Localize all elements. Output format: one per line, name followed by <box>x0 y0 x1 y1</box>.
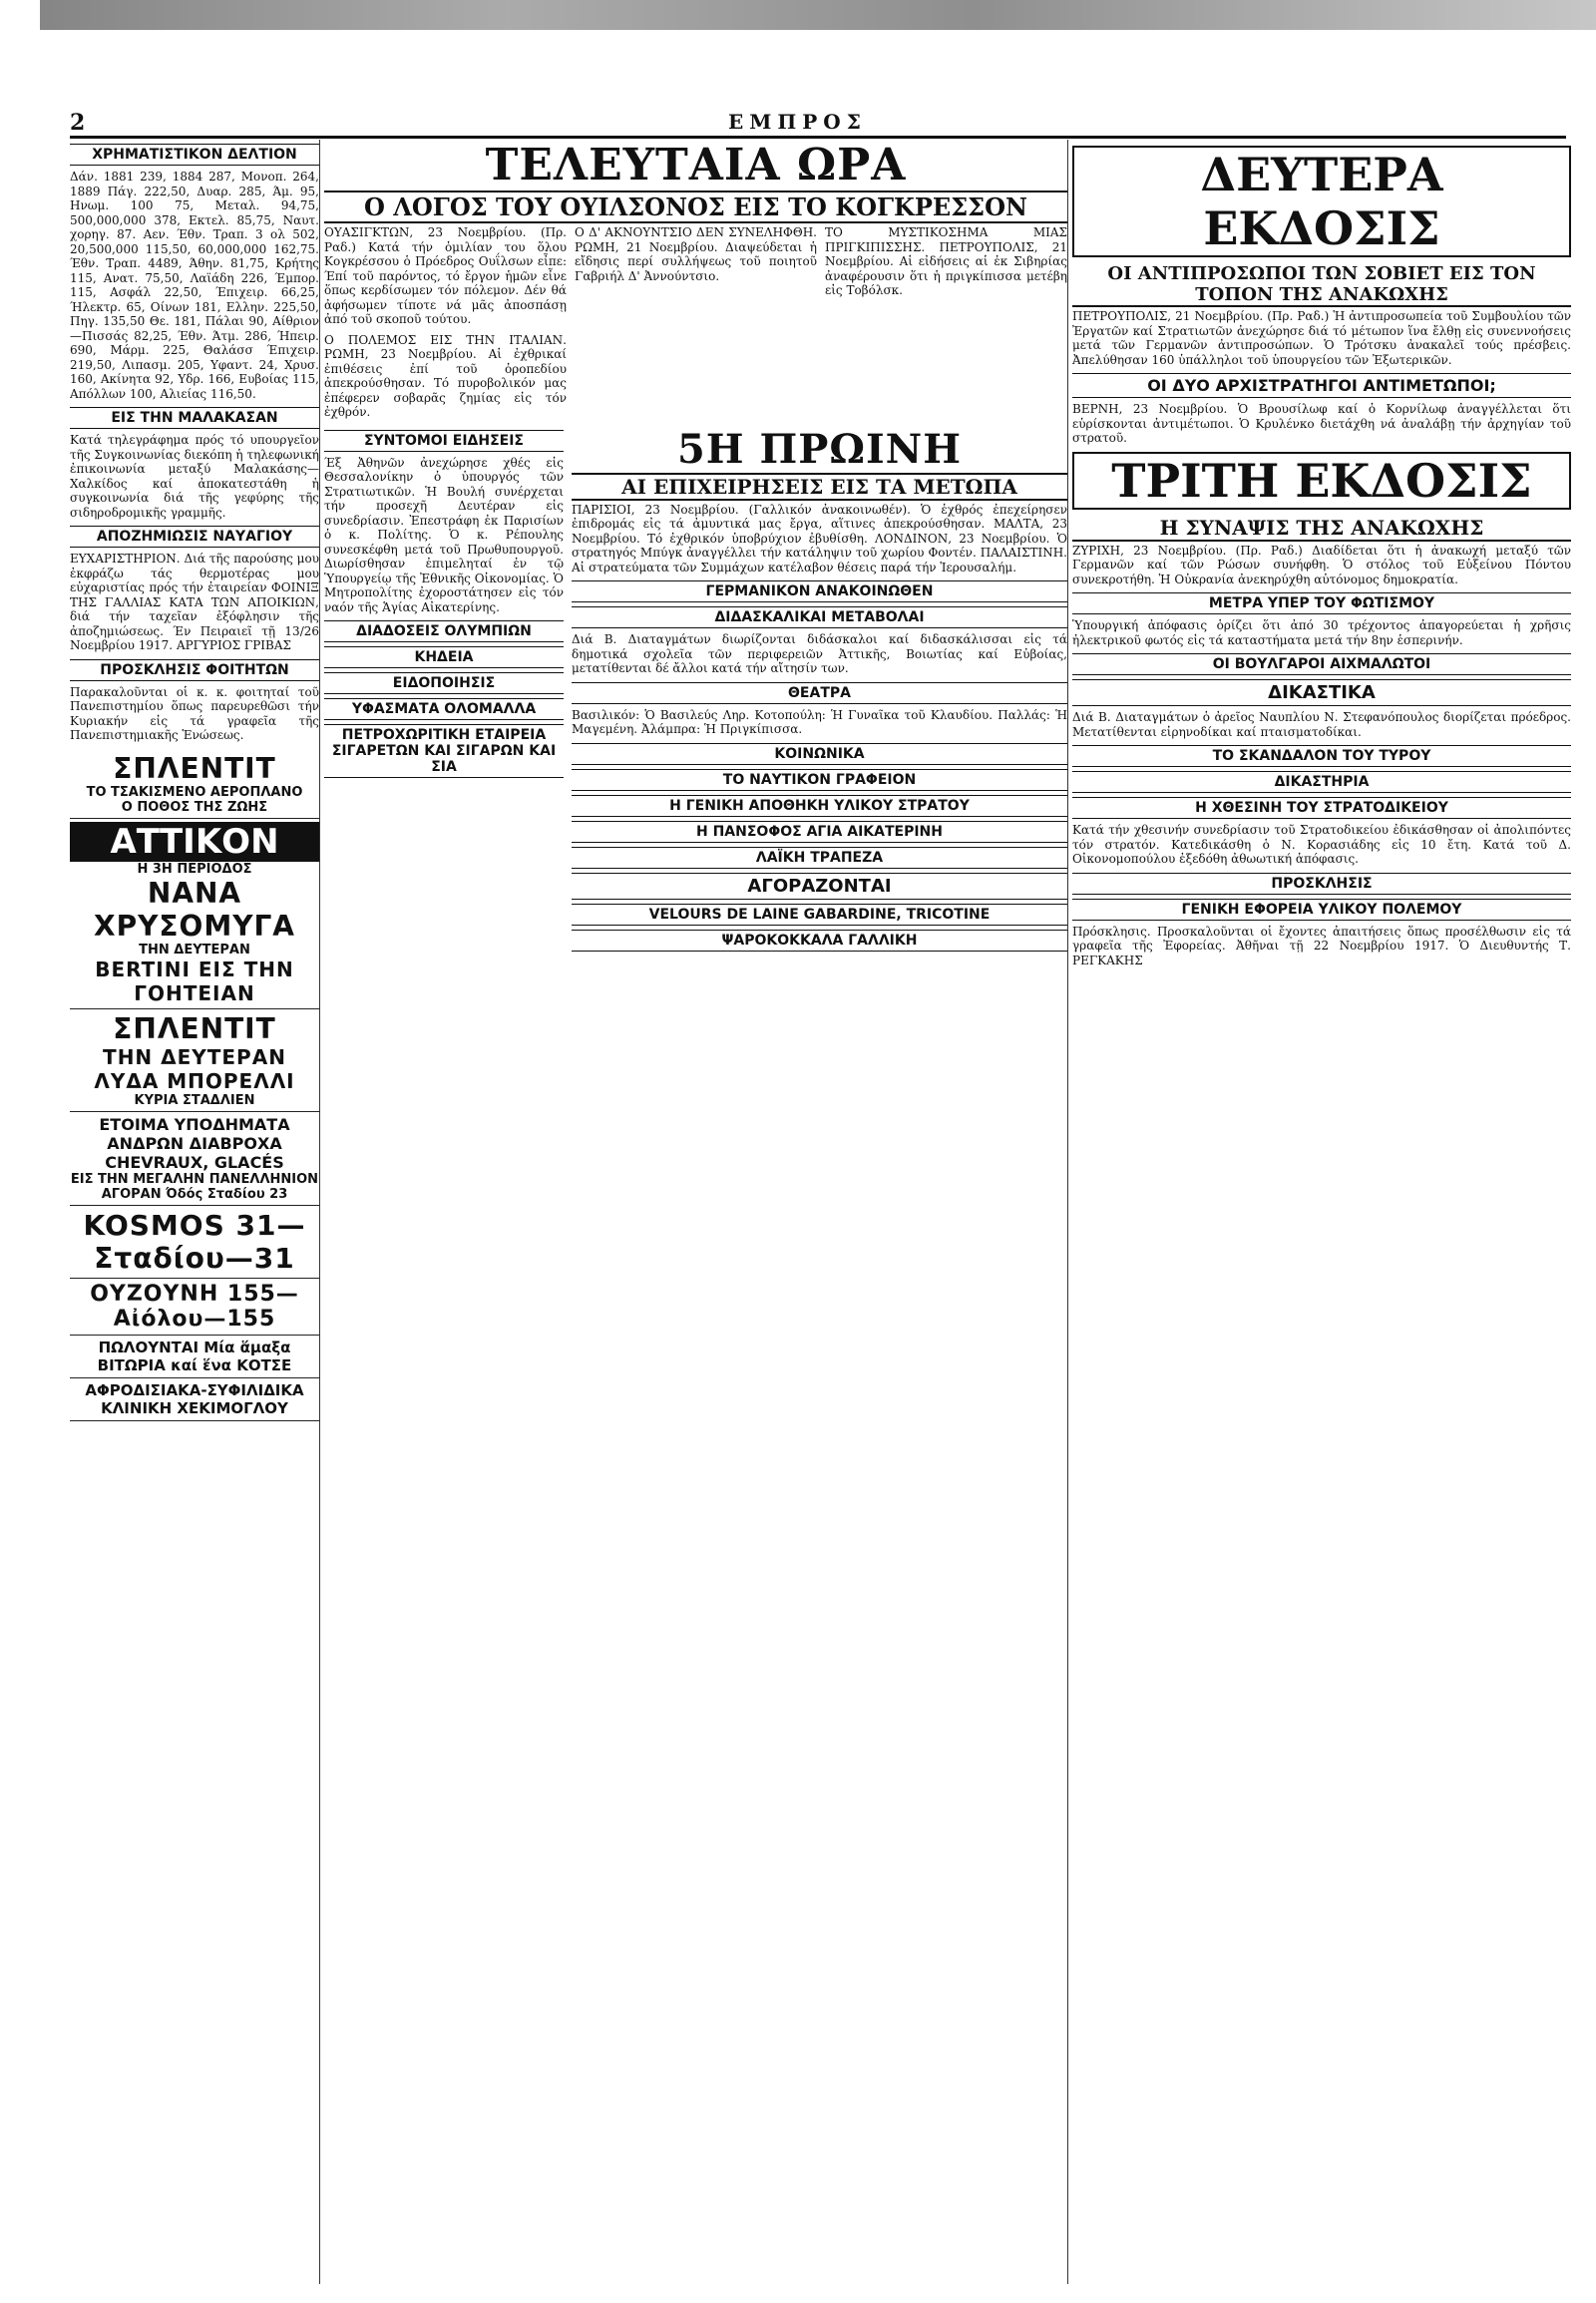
ad-line: BERTINI ΕΙΣ ΤΗΝ ΓΟΗΤΕΙΑΝ <box>95 957 294 1005</box>
section-heading: ΕΙΣ ΤΗΝ ΜΑΛΑΚΑΣΑΝ <box>70 407 319 429</box>
ad-line: ΤΗΝ ΔΕΥΤΕΡΑΝ <box>139 942 250 958</box>
lower-columns <box>324 426 1067 956</box>
clinic-ad <box>70 1378 319 1421</box>
left-column <box>70 140 320 2284</box>
ad-line: ΑΦΡΟΔΙΣΙΑΚΑ-ΣΥΦΙΛΙΔΙΚΑ ΚΛΙΝΙΚΗ ΧΕΚΙΜΟΓΛΟΥ <box>85 1380 304 1417</box>
section-text: Δάν. 1881 239, 1884 287, Μονοπ. 264, 1889 Πάγ. 222,50, Δυαρ. 285, Άμ. 95, Ηνωμ. 100 75, Μεταλ. 94,75, 500,000,000 378, Εκτελ. 85,75, Ναυτ. χορηγ. 87. Αεν. Έθν. Τραπ. 3 ολ 502, 20,500,000 115,50, 60,000,000 162,75. Έθν. Τραπ. 4489, Άθην. 81,75, Κρήτης 115, Ανατ. 75,50, Λαϊάδη 226, Έμπορ. 115, Ασφάλ 22,50, Έπιχειρ. 66,25, Ήλεκτρ. 65, Οίνων 181, Ελλην. 225,50, Πηγ. 135,50 Θε. 181, Πάλαι 90, Αίθριον—Πισσάς 82,25, Έθν. Άτμ. 286, Ήπειρ. 690, Μάρμ. 225, Θαλάσσ Έπιχειρ. 219,50, Λιπασμ. 205, Υφαντ. 24, Χρυσ. 160, Ακίνητα 92, Υδρ. 166, Ευβοίας 115, Απόλλων 100, Αλιείας 116,50. <box>70 170 319 401</box>
ad-title: ΑΤΤΙΚΟΝ <box>70 822 319 862</box>
ad-line: ΠΩΛΟΥΝΤΑΙ Μία ἅμαξα ΒΙΤΩΡΙΑ καί ἕνα ΚΟΤΣΕ <box>97 1338 292 1374</box>
subheadline: Ο ΛΟΓΟΣ ΤΟΥ ΟΥΙΛΣΟΝΟΣ ΕΙΣ ΤΟ ΚΟΓΚΡΕΣΣΟΝ <box>324 192 1067 223</box>
section-text: Πρόσκλησις. Προσκαλοῦνται οἱ ἔχοντες ἀπαιτήσεις ὅπως προσέλθωσιν εἰς τά γραφεῖα τῆς Ἐφορείας. Ἀθῆναι τῇ 22 Νοεμβρίου 1917. Ὁ Διευθυντής Τ. ΡΕΓΚΑΚΗΣ <box>1072 924 1571 967</box>
section-heading: ΚΗΔΕΙΑ <box>324 646 564 668</box>
ad-line: ΕΙΣ ΤΗΝ ΜΕΓΑΛΗΝ ΠΑΝΕΛΛΗΝΙΟΝ ΑΓΟΡΑΝ Όδός Σταδίου 23 <box>70 1171 319 1202</box>
section-heading: ΔΙΔΑΣΚΑΛΙΚΑΙ ΜΕΤΑΒΟΛΑΙ <box>572 606 1067 628</box>
section-heading: ΠΕΤΡΟΧΩΡΙΤΙΚΗ ΕΤΑΙΡΕΙΑ ΣΙΓΑΡΕΤΩΝ ΚΑΙ ΣΙΓΑΡΩΝ ΚΑΙ ΣΙΑ <box>324 724 564 778</box>
article-text: ΠΕΤΡΟΥΠΟΛΙΣ, 21 Νοεμβρίου. (Πρ. Ραδ.) Ἡ ἀντιπροσωπεία τοῦ Συμβουλίου τῶν Ἐργατῶν καί Στρατιωτῶν ἀνεχώρησε διά τό μέτωπον ἵνα ἔλθῃ εἰς συνεννοήσεις μετά τῶν Γερμανῶν ἀντιπροσώπων. Ὁ Τρότσκυ ἀνακαλεῖ τούς πρέσβεις. Ἀπελύθησαν 160 ὑπάλληλοι τοῦ ὑπουργείου τῶν Ἐξωτερικῶν. <box>1072 309 1571 367</box>
article-text: ΠΑΡΙΣΙΟΙ, 23 Νοεμβρίου. (Γαλλικόν ἀνακοινωθέν). Ὁ ἐχθρός ἐπεχείρησεν ἐπιδρομάς εἰς τά ἀμυντικά μας ἔργα, αἵτινες ἀπεκρούσθησαν. ΜΑΛΤΑ, 23 Νοεμβρίου. Τό ἐχθρικόν ὑποβρύχιον ἐβυθίσθη. ΛΟΝΔΙΝΟΝ, 23 Νοεμβρίου. Ὁ στρατηγός Μπύγκ ἀναγγέλλει τήν κατάληψιν τοῦ χωρίου Φοντέν. ΠΑΛΑΙΣΤΙΝΗ. Αἱ στρατεύματα τῶν Συμμάχων κατέλαβον θέσεις παρά τήν Ἱερουσαλήμ. <box>572 502 1067 575</box>
ad-line: ΕΤΟΙΜΑ ΥΠΟΔΗΜΑΤΑ ΑΝΔΡΩΝ ΔΙΑΒΡΟΧΑ CHEVRAUX, GLACÉS <box>99 1114 290 1172</box>
shop-ad <box>70 1206 319 1279</box>
section-heading: ΘΕΑΤΡΑ <box>572 682 1067 704</box>
article-text: Ο Δ' ΑΚΝΟΥΝΤΣΙΟ ΔΕΝ ΣΥΝΕΛΗΦΘΗ. ΡΩΜΗ, 21 Νοεμβρίου. Διαψεύδεται ἡ εἴδησις περί συλλήψεως τοῦ ποιητοῦ Γαβριήλ Δ' Ἀννούντσιο. <box>575 225 817 283</box>
section-heading: Η ΓΕΝΙΚΗ ΑΠΟΘΗΚΗ ΥΛΙΚΟΥ ΣΤΡΑΤΟΥ <box>572 795 1067 817</box>
section-heading: ΕΙΔΟΠΟΙΗΣΙΣ <box>324 672 564 694</box>
shop-ad <box>70 1279 319 1336</box>
shop-ad <box>70 1112 319 1206</box>
section-heading: ΚΟΙΝΩΝΙΚΑ <box>572 743 1067 765</box>
page-number: 2 <box>70 110 86 136</box>
subheadline: Η ΣΥΝΑΨΙΣ ΤΗΣ ΑΝΑΚΩΧΗΣ <box>1072 516 1571 542</box>
section-text: ΕΥΧΑΡΙΣΤΗΡΙΟΝ. Διά τῆς παρούσης μου ἐκφράζω τάς θερμοτέρας μου εὐχαριστίας πρός τήν ἐταιρείαν ΦΟΙΝΙΞ ΤΗΣ ΓΑΛΛΙΑΣ ΚΑΤΑ ΤΩΝ ΑΠΟΙΚΙΩΝ, διά τήν ταχεῖαν ἐξόφλησιν τῆς ἀποζημιώσεως. Έν Πειραιεῖ τῇ 13/26 Νοεμβρίου 1917. ΑΡΓΥΡΙΟΣ ΓΡΙΒΑΣ <box>70 552 319 652</box>
section-heading: VELOURS DE LAINE GABARDINE, TRICOTINE <box>572 904 1067 926</box>
classified-ad <box>70 1336 319 1378</box>
ad-line: Ο ΠΟΘΟΣ ΤΗΣ ΖΩΗΣ <box>121 799 268 815</box>
newspaper-name: ΕΜΠΡΟΣ <box>728 110 867 134</box>
section-heading: ΑΠΟΖΗΜΙΩΣΙΣ ΝΑΥΑΓΙΟΥ <box>70 526 319 548</box>
section-heading: ΟΙ ΔΥΟ ΑΡΧΙΣΤΡΑΤΗΓΟΙ ΑΝΤΙΜΕΤΩΠΟΙ; <box>1072 373 1571 398</box>
subheadline: ΟΙ ΑΝΤΙΠΡΟΣΩΠΟΙ ΤΩΝ ΣΟΒΙΕΤ ΕΙΣ ΤΟΝ ΤΟΠΟΝ ΤΗΣ ΑΝΑΚΩΧΗΣ <box>1072 263 1571 307</box>
section-heading: ΛΑΪΚΗ ΤΡΑΠΕΖΑ <box>572 847 1067 869</box>
scan-edge <box>40 0 1596 30</box>
subheadline: ΑΙ ΕΠΙΧΕΙΡΗΣΕΙΣ ΕΙΣ ΤΑ ΜΕΤΩΠΑ <box>572 475 1067 501</box>
section-heading: ΔΙΑΔΟΣΕΙΣ ΟΛΥΜΠΙΩΝ <box>324 620 564 642</box>
section-heading: ΥΦΑΣΜΑΤΑ ΟΛΟΜΑΛΛΑ <box>324 698 564 720</box>
section-heading: Η ΠΑΝΣΟΦΟΣ ΑΓΙΑ ΑΙΚΑΤΕΡΙΝΗ <box>572 821 1067 843</box>
section-text: Διά Β. Διαταγμάτων διωρίζονται διδάσκαλοι καί διδασκάλισσαι εἰς τά δημοτικά σχολεῖα τῶν περιφερειῶν Ἀττικῆς, Βοιωτίας καί Εὐβοίας, μετατίθενται δέ ἄλλοι κατά τήν αἴτησίν των. <box>572 632 1067 675</box>
section-text: Κατά τηλεγράφημα πρός τό υπουργεῖον τῆς Συγκοινωνίας διεκόπη ἡ τηλεφωνική ἐπικοινωνία μεταξύ Μαλακάσης—Χαλκίδος καί ἀποκατεστάθη ἡ συγκοινωνία διά τῆς γεφύρης τῆς σιδηροδρομικῆς γραμμῆς. <box>70 433 319 520</box>
section-heading: ΨΑΡΟΚΟΚΚΑΛΑ ΓΑΛΛΙΚΗ <box>572 930 1067 952</box>
center-column <box>324 140 1068 2284</box>
section-heading: ΤΟ ΝΑΥΤΙΚΟΝ ΓΡΑΦΕΙΟΝ <box>572 769 1067 791</box>
section-heading: ΠΡΟΣΚΛΗΣΙΣ ΦΟΙΤΗΤΩΝ <box>70 659 319 681</box>
section-heading: ΤΟ ΣΚΑΝΔΑΛΟΝ ΤΟΥ ΤΥΡΟΥ <box>1072 745 1571 767</box>
edition-banner: ΤΡΙΤΗ ΕΚΔΟΣΙΣ <box>1072 452 1571 510</box>
section-heading: ΜΕΤΡΑ ΥΠΕΡ ΤΟΥ ΦΩΤΙΣΜΟΥ <box>1072 592 1571 614</box>
section-text: Βασιλικόν: Ὁ Βασιλεύς Ληρ. Κοτοπούλη: Ἡ Γυναῖκα τοῦ Κλαυδίου. Παλλάς: Ἡ Μαγεμένη. Ἀλάμπρα: Ἡ Πριγκίπισσα. <box>572 707 1067 736</box>
cinema-ad <box>70 749 319 819</box>
right-column <box>1072 140 1571 2284</box>
article-text: ΒΕΡΝΗ, 23 Νοεμβρίου. Ὁ Βρουσίλωφ καί ὁ Κορνίλωφ ἀναγγέλλεται ὅτι εὑρίσκονται ἀντιμέτωποι. Ὁ Κρυλένκο διετάχθη νά ἀναλάβῃ τήν ἀρχηγίαν τοῦ στρατοῦ. <box>1072 402 1571 445</box>
article-columns <box>324 223 1067 426</box>
section-heading: ΑΓΟΡΑΖΟΝΤΑΙ <box>572 873 1067 900</box>
ad-line: Η 3Η ΠΕΡΙΟΔΟΣ <box>137 861 252 877</box>
section-heading: ΓΕΝΙΚΗ ΕΦΟΡΕΙΑ ΥΛΙΚΟΥ ΠΟΛΕΜΟΥ <box>1072 899 1571 921</box>
section-heading: ΧΡΗΜΑΤΙΣΤΙΚΟΝ ΔΕΛΤΙΟΝ <box>70 144 319 166</box>
ad-line: ΟΥΖΟΥΝΗ 155—Αἰόλου—155 <box>90 1281 299 1332</box>
ad-title: ΣΠΛΕΝΤΙΤ <box>113 1011 276 1045</box>
ad-line: ΤΗΝ ΔΕΥΤΕΡΑΝ ΛΥΔΑ ΜΠΟΡΕΛΛΙ <box>94 1044 295 1093</box>
section-text: Έξ Ἀθηνῶν ἀνεχώρησε χθές εἰς Θεσσαλονίκην ὁ ὑπουργός τῶν Στρατιωτικῶν. Ἡ Βουλή συνέρχεται τήν προσεχῆ Δευτέραν εἰς συνεδρίασιν. Ἐπεστράφη ἐκ Παρισίων ὁ κ. Πολίτης. Ὁ κ. Ρέπουλης συνεσκέφθη μετά τοῦ Πρωθυπουργοῦ. Διωρίσθησαν ἐπιμεληταί ἐν τῷ Ὑπουργείῳ τῆς Ἐθνικῆς Οἰκονομίας. Ὁ Μητροπολίτης ἐχοροστάτησεν εἰς τόν ναόν τῆς Ἁγίας Αἰκατερίνης. <box>324 455 564 614</box>
cinema-ad <box>70 1009 319 1112</box>
article-text: Ο ΠΟΛΕΜΟΣ ΕΙΣ ΤΗΝ ΙΤΑΛΙΑΝ. ΡΩΜΗ, 23 Νοεμβρίου. Αἱ ἐχθρικαί ἐπιθέσεις ἐπί τοῦ ὀροπεδίου ἀπεκρούσθησαν. Τό πυροβολικόν μας ἐπέφερεν σοβαρᾶς ζημίας εἰς τόν ἐχθρόν. <box>324 332 567 419</box>
ad-line: KOSMOS 31—Σταδίου—31 <box>83 1208 306 1275</box>
ad-line: ΝΑΝΑ ΧΡΥΣΟΜΥΓΑ <box>94 876 295 943</box>
ad-line: ΤΟ ΤΣΑΚΙΣΜΕΝΟ ΑΕΡΟΠΛΑΝΟ <box>86 784 303 800</box>
edition-banner: ΔΕΥΤΕΡΑ ΕΚΔΟΣΙΣ <box>1072 146 1571 257</box>
section-text: Ὑπουργική ἀπόφασις ὁρίζει ὅτι ἀπό 30 τρέχοντος ἀπαγορεύεται ἡ χρῆσις ἠλεκτρικοῦ φωτός εἰς τά καταστήματα μετά τήν 8ην ἑσπερινήν. <box>1072 618 1571 647</box>
ad-line: ΚΥΡΙΑ ΣΤΑΔΛΙΕΝ <box>134 1092 255 1108</box>
section-text: Κατά τήν χθεσινήν συνεδρίασιν τοῦ Στρατοδικείου ἐδικάσθησαν οἱ ἀπολιπόντες τόν στρατόν. Κατεδικάσθη ὁ Ν. Κορασιάδης εἰς 10 ἔτη. Κατά τοῦ Δ. Οἰκονομοπούλου ἐξεδόθη ἀθωωτική ἀπόφασις. <box>1072 823 1571 866</box>
section-text: Παρακαλοῦνται οἱ κ. κ. φοιτηταί τοῦ Πανεπιστημίου ὅπως παρευρεθῶσι τήν Κυριακήν εἰς τά γραφεῖα τῆς Πανεπιστημιακῆς Ἑνώσεως. <box>70 684 319 742</box>
ad-title: ΣΠΛΕΝΤΙΤ <box>113 751 276 785</box>
section-heading: ΓΕΡΜΑΝΙΚΟΝ ΑΝΑΚΟΙΝΩΘΕΝ <box>572 580 1067 602</box>
headline: ΤΕΛΕΥΤΑΙΑ ΩΡΑ <box>324 140 1067 192</box>
headline: 5Η ΠΡΩΙΝΗ <box>572 426 1067 475</box>
article-text: ΖΥΡΙΧΗ, 23 Νοεμβρίου. (Πρ. Ραδ.) Διαδίδεται ὅτι ἡ ἀνακωχή μεταξύ τῶν Γερμανῶν καί τῶν Ρώσων συνήφθη. Ὁ στόλος τοῦ Εὐξείνου Πόντου συνεκροτήθη. Ἡ Οὐκρανία ἀνεκηρύχθη αὐτόνομος δημοκρατία. <box>1072 543 1571 586</box>
section-heading: ΟΙ ΒΟΥΛΓΑΡΟΙ ΑΙΧΜΑΛΩΤΟΙ <box>1072 653 1571 675</box>
section-heading: Η ΧΘΕΣΙΝΗ ΤΟΥ ΣΤΡΑΤΟΔΙΚΕΙΟΥ <box>1072 797 1571 819</box>
section-heading: ΔΙΚΑΣΤΗΡΙΑ <box>1072 771 1571 793</box>
cinema-ad <box>70 819 319 1009</box>
article-text: ΤΟ ΜΥΣΤΙΚΟΣΗΜΑ ΜΙΑΣ ΠΡΙΓΚΙΠΙΣΣΗΣ. ΠΕΤΡΟΥΠΟΛΙΣ, 21 Νοεμβρίου. Αἱ εἰδήσεις αἱ ἐκ Σιβηρίας ἀναφέρουσιν ὅτι ἡ πριγκίπισσα μετέβη εἰς Τοβόλσκ. <box>825 225 1067 297</box>
section-heading: ΔΙΚΑΣΤΙΚΑ <box>1072 679 1571 706</box>
masthead <box>70 110 1566 139</box>
article-text: ΟΥΑΣΙΓΚΤΩΝ, 23 Νοεμβρίου. (Πρ. Ραδ.) Κατά τήν ὁμιλίαν του ὅλου Κογκρέσσου ὁ Πρόεδρος Ουΐλσων εἶπε: Έπί τοῦ παρόντος, τό ἔργον ἡμῶν εἶνε ὅπως κερδίσωμεν τόν πόλεμον. Δέν θά ἀφήσωμεν τίποτε νά μᾶς ἀποσπάσῃ ἀπό τοῦ σκοποῦ τούτου. <box>324 225 567 326</box>
section-heading: ΣΥΝΤΟΜΟΙ ΕΙΔΗΣΕΙΣ <box>324 430 564 452</box>
section-heading: ΠΡΟΣΚΛΗΣΙΣ <box>1072 873 1571 895</box>
section-text: Διά Β. Διαταγμάτων ὁ ἀρεῖος Ναυπλίου Ν. Στεφανόπουλος διορίζεται πρόεδρος. Μετατίθενται εἰρηνοδίκαι καί πταισματοδίκαι. <box>1072 710 1571 739</box>
